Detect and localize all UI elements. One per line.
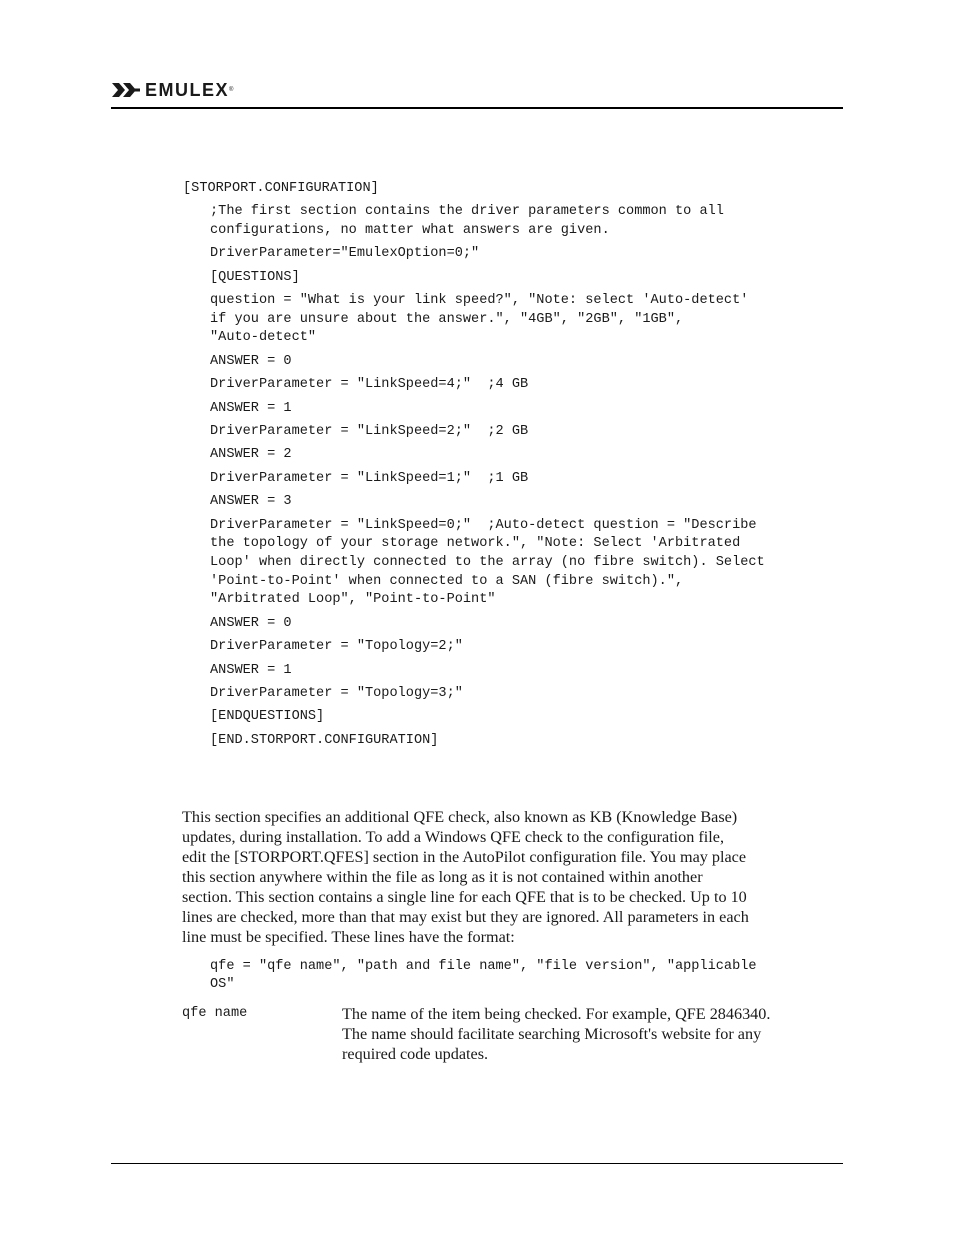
code-line: DriverParameter = "LinkSpeed=4;" ;4 GB	[210, 377, 529, 392]
code-line: ;The first section contains the driver parameters common to all	[210, 204, 724, 219]
page-header	[111, 76, 843, 109]
code-line: [QUESTIONS]	[210, 270, 300, 285]
format-line: OS"	[210, 977, 235, 992]
paragraph-line: This section specifies an additional QFE check, also known as KB (Knowledge Base)	[182, 808, 738, 826]
definition-line: required code updates.	[342, 1045, 489, 1063]
code-line: [STORPORT.CONFIGURATION]	[183, 181, 379, 196]
code-line: DriverParameter = "LinkSpeed=2;" ;2 GB	[210, 424, 529, 439]
code-line: ANSWER = 1	[210, 401, 292, 416]
code-line: if you are unsure about the answer.", "4GB", "2GB", "1GB",	[210, 312, 684, 327]
code-line: question = "What is your link speed?", "Note: select 'Auto-detect'	[210, 293, 749, 308]
code-line: configurations, no matter what answers are given.	[210, 223, 610, 238]
definition-term: qfe name	[182, 1006, 248, 1021]
code-line: ANSWER = 0	[210, 616, 292, 631]
footer-rule	[111, 1163, 843, 1164]
code-line: ANSWER = 1	[210, 663, 292, 678]
paragraph-line: updates, during installation. To add a Windows QFE check to the configuration file,	[182, 828, 725, 846]
paragraph-line: edit the [STORPORT.QFES] section in the AutoPilot configuration file. You may place	[182, 848, 747, 866]
emulex-logo-icon	[111, 81, 141, 99]
code-line: [END.STORPORT.CONFIGURATION]	[210, 733, 439, 748]
code-line: "Auto-detect"	[210, 330, 317, 345]
paragraph-line: this section anywhere within the file as long as it is not contained within another	[182, 868, 703, 886]
format-line: qfe = "qfe name", "path and file name", "file version", "applicable	[210, 959, 757, 974]
definition-line: The name of the item being checked. For example, QFE 2846340.	[342, 1005, 771, 1023]
emulex-logo	[111, 80, 233, 100]
paragraph-line: lines are checked, more than that may exist but they are ignored. All parameters in each	[182, 908, 749, 926]
code-line: Loop' when directly connected to the array (no fibre switch). Select	[210, 555, 765, 570]
code-line: DriverParameter = "Topology=2;"	[210, 639, 463, 654]
qfe-description-paragraph	[182, 807, 842, 947]
code-line: DriverParameter = "LinkSpeed=0;" ;Auto-detect question = "Describe	[210, 518, 757, 533]
code-line: DriverParameter = "Topology=3;"	[210, 686, 463, 701]
header-rule	[111, 107, 843, 109]
logo-text: EMULEX	[145, 80, 230, 100]
paragraph-line: line must be specified. These lines have the format:	[182, 928, 515, 946]
code-line: [ENDQUESTIONS]	[210, 709, 325, 724]
code-line: DriverParameter = "LinkSpeed=1;" ;1 GB	[210, 471, 529, 486]
code-line: ANSWER = 2	[210, 447, 292, 462]
trademark: ®	[229, 87, 234, 93]
code-line: 'Point-to-Point' when connected to a SAN (fibre switch).",	[210, 574, 684, 589]
code-line: DriverParameter="EmulexOption=0;"	[210, 246, 480, 261]
definition-line: The name should facilitate searching Microsoft's website for any	[342, 1025, 762, 1043]
definition-description	[342, 1004, 842, 1064]
code-line: ANSWER = 0	[210, 354, 292, 369]
paragraph-line: section. This section contains a single line for each QFE that is to be checked. Up to 10	[182, 888, 747, 906]
code-line: ANSWER = 3	[210, 494, 292, 509]
code-line: the topology of your storage network.", "Note: Select 'Arbitrated	[210, 536, 741, 551]
code-line: "Arbitrated Loop", "Point-to-Point"	[210, 592, 496, 607]
